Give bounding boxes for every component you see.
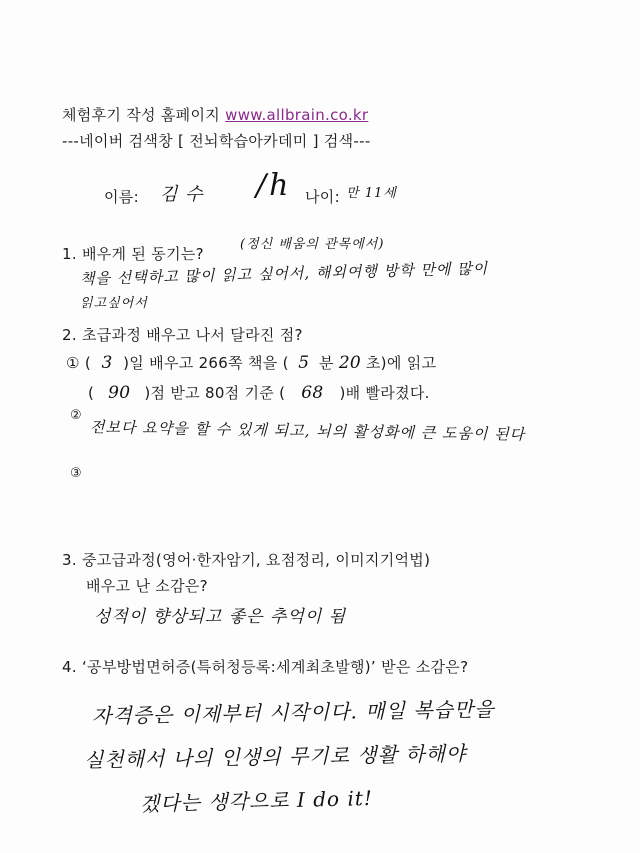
name-handwritten: 김 수 bbox=[160, 184, 204, 205]
item-1b-text-b: )배 빨라졌다. bbox=[339, 384, 430, 402]
question-1-inline-handwritten: (정신 배움의 관목에서) bbox=[240, 237, 385, 252]
question-3-line-2: 배우고 난 소감은? bbox=[86, 577, 208, 595]
minutes-unit: 분 bbox=[318, 354, 334, 372]
paren-open-2: ( bbox=[88, 384, 95, 402]
seconds-handwritten: 20 bbox=[338, 353, 362, 373]
answer-4-line-2: 실천해서 나의 인생의 무기로 생활 하해야 bbox=[83, 741, 467, 772]
age-label: 나이: bbox=[305, 188, 340, 206]
answer-1-line-1: 책을 선택하고 많이 읽고 싶어서, 해외여행 방학 만에 많이 bbox=[79, 259, 489, 288]
paren-open: ( bbox=[84, 354, 91, 372]
days-handwritten: 3 bbox=[101, 353, 113, 373]
answer-4-line-1: 자격증은 이제부터 시작이다. 매일 복습만을 bbox=[91, 696, 495, 728]
question-2-item-1 bbox=[66, 352, 436, 373]
question-3-line-1: 3. 중고급과정(영어·한자암기, 요점정리, 이미지기억법) bbox=[62, 551, 431, 569]
homepage-line bbox=[62, 104, 368, 125]
homepage-link[interactable]: www.allbrain.co.kr bbox=[225, 106, 369, 124]
item-2-marker: ② bbox=[70, 408, 82, 423]
answer-1-line-2: 읽고싶어서 bbox=[80, 296, 148, 311]
question-1: 1. 배우게 된 동기는? bbox=[62, 245, 204, 263]
item-1b-text-a: )점 받고 80점 기준 ( bbox=[144, 384, 286, 402]
item-1-text-b: 초)에 읽고 bbox=[365, 354, 437, 372]
score-handwritten: 90 bbox=[108, 383, 131, 403]
name-scribble: /h bbox=[256, 168, 292, 203]
question-2: 2. 초급과정 배우고 나서 달라진 점? bbox=[62, 326, 303, 344]
item-1-text-a: )일 배우고 266쪽 책을 ( bbox=[123, 354, 289, 372]
age-handwritten: 만 11세 bbox=[346, 186, 397, 201]
answer-2-item-2-handwritten: 전보다 요약을 할 수 있게 되고, 뇌의 활성화에 큰 도움이 된다 bbox=[89, 418, 526, 444]
question-2-item-1b bbox=[88, 382, 430, 403]
item-3-marker: ③ bbox=[70, 466, 82, 481]
item-1-marker: ① bbox=[66, 354, 80, 372]
answer-3-handwritten: 성적이 향상되고 좋은 추억이 됨 bbox=[94, 607, 347, 627]
name-label: 이름: bbox=[104, 188, 139, 206]
homepage-label: 체험후기 작성 홈페이지 bbox=[62, 106, 221, 124]
question-4: 4. ‘공부방법면허증(특허청등록:세계최초발행)’ 받은 소감은? bbox=[62, 658, 469, 676]
minutes-handwritten: 5 bbox=[298, 353, 310, 373]
naver-search-line: ---네이버 검색창 [ 전뇌학습아카데미 ] 검색--- bbox=[62, 132, 371, 150]
times-handwritten: 68 bbox=[301, 383, 324, 403]
answer-4-line-3: 겠다는 생각으로 I do it! bbox=[139, 785, 374, 816]
